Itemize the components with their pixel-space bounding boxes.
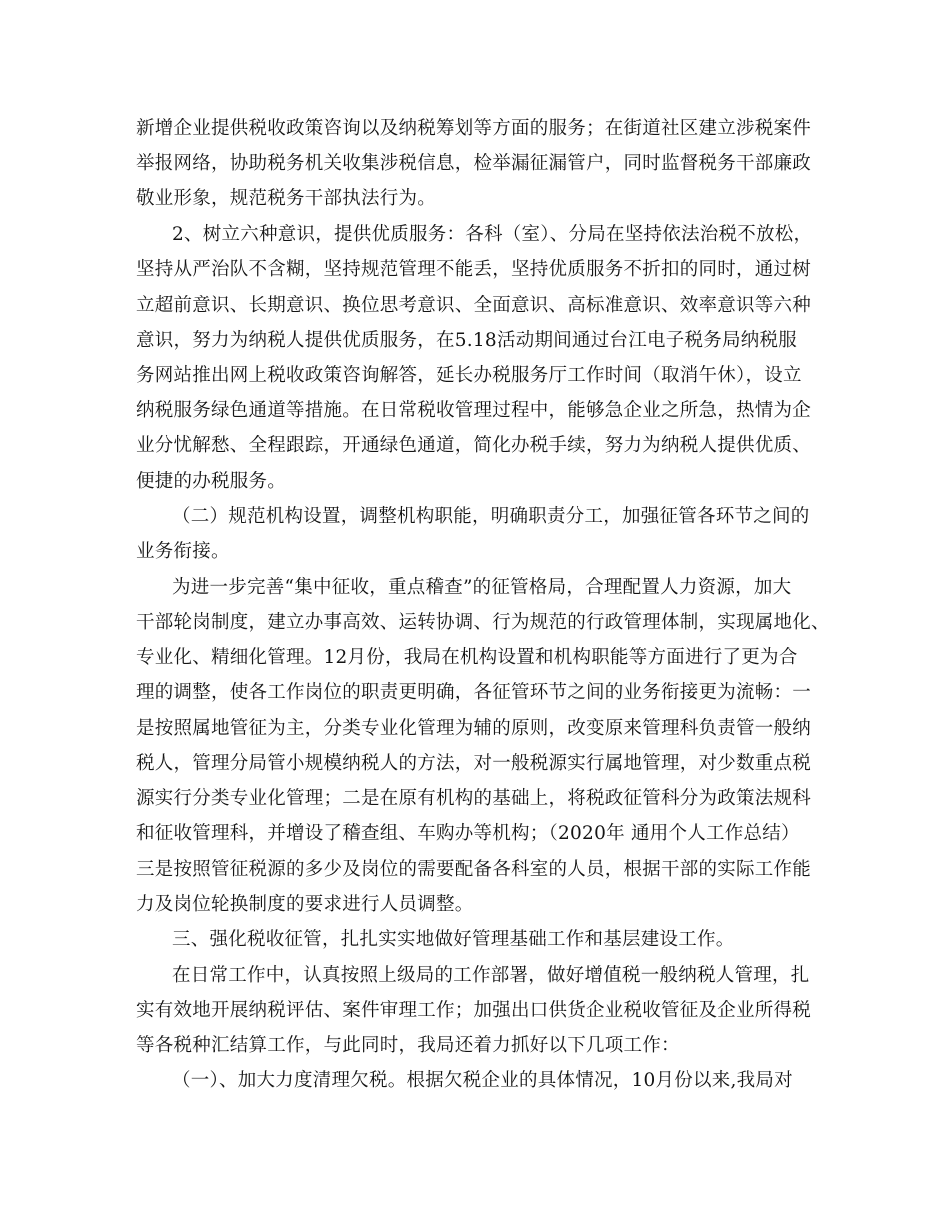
text-line: 为进一步完善“集中征收，重点稽查”的征管格局，合理配置人力资源，加大 bbox=[172, 577, 792, 598]
text-line: 新增企业提供税收政策咨询以及纳税筹划等方面的服务；在街道社区建立涉税案件 bbox=[136, 118, 812, 139]
text-line: 业务衔接。 bbox=[136, 541, 230, 562]
text-line: 纳税服务绿色通道等措施。在日常税收管理过程中，能够急企业之所急，热情为企 bbox=[136, 400, 812, 421]
text-line: （一）、加大力度清理欠税。根据欠税企业的具体情况，10月份以来,我局对 bbox=[172, 1070, 793, 1091]
text-line: 是按照属地管征为主，分类专业化管理为辅的原则，改变原来管理科负责管一般纳 bbox=[136, 718, 812, 739]
text-line: （二）规范机构设置，调整机构职能，明确职责分工，加强征管各环节之间的 bbox=[172, 506, 810, 527]
text-line: 便捷的办税服务。 bbox=[136, 471, 287, 492]
text-line: 三、强化税收征管，扎扎实实地做好管理基础工作和基层建设工作。 bbox=[172, 929, 735, 950]
text-line: 三是按照管征税源的多少及岗位的需要配备各科室的人员，根据干部的实际工作能 bbox=[136, 859, 812, 880]
text-line: 源实行分类专业化管理；二是在原有机构的基础上，将税政征管科分为政策法规科 bbox=[136, 788, 812, 809]
text-line: 和征收管理科，并增设了稽查组、车购办等机构；（2020年 通用个人工作总结） bbox=[136, 823, 800, 844]
text-line: 立超前意识、长期意识、换位思考意识、全面意识、高标准意识、效率意识等六种 bbox=[136, 295, 812, 316]
text-line: 专业化、精细化管理。12月份，我局在机构设置和机构职能等方面进行了更为合 bbox=[136, 647, 798, 668]
text-line: 实有效地开展纳税评估、案件审理工作；加强出口供货企业税收管征及企业所得税 bbox=[136, 1000, 812, 1021]
text-line: 坚持从严治队不含糊，坚持规范管理不能丢，坚持优质服务不折扣的同时，通过树 bbox=[136, 259, 812, 280]
text-line: 等各税种汇结算工作，与此同时，我局还着力抓好以下几项工作： bbox=[136, 1035, 680, 1056]
text-line: 业分忧解愁、全程跟踪，开通绿色通道，简化办税手续，努力为纳税人提供优质、 bbox=[136, 435, 812, 456]
text-line: 举报网络，协助税务机关收集涉税信息，检举漏征漏管户，同时监督税务干部廉政 bbox=[136, 153, 812, 174]
text-line: 意识，努力为纳税人提供优质服务，在5.18活动期间通过台江电子税务局纳税服 bbox=[136, 330, 797, 351]
text-line: 敬业形象，规范税务干部执法行为。 bbox=[136, 188, 437, 209]
text-line: 在日常工作中，认真按照上级局的工作部署，做好增值税一般纳税人管理，扎 bbox=[172, 965, 810, 986]
text-line: 税人，管理分局管小规模纳税人的方法，对一般税源实行属地管理，对少数重点税 bbox=[136, 753, 812, 774]
text-line: 2、树立六种意识，提供优质服务：各科（室）、分局在坚持依法治税不放松， bbox=[172, 224, 813, 245]
text-line: 务网站推出网上税收政策咨询解答，延长办税服务厅工作时间（取消午休），设立 bbox=[136, 365, 802, 386]
text-line: 干部轮岗制度，建立办事高效、运转协调、行为规范的行政管理体制，实现属地化、 bbox=[136, 612, 830, 633]
text-line: 理的调整，使各工作岗位的职责更明确，各征管环节之间的业务衔接更为流畅：一 bbox=[136, 682, 812, 703]
text-line: 力及岗位轮换制度的要求进行人员调整。 bbox=[136, 894, 474, 915]
